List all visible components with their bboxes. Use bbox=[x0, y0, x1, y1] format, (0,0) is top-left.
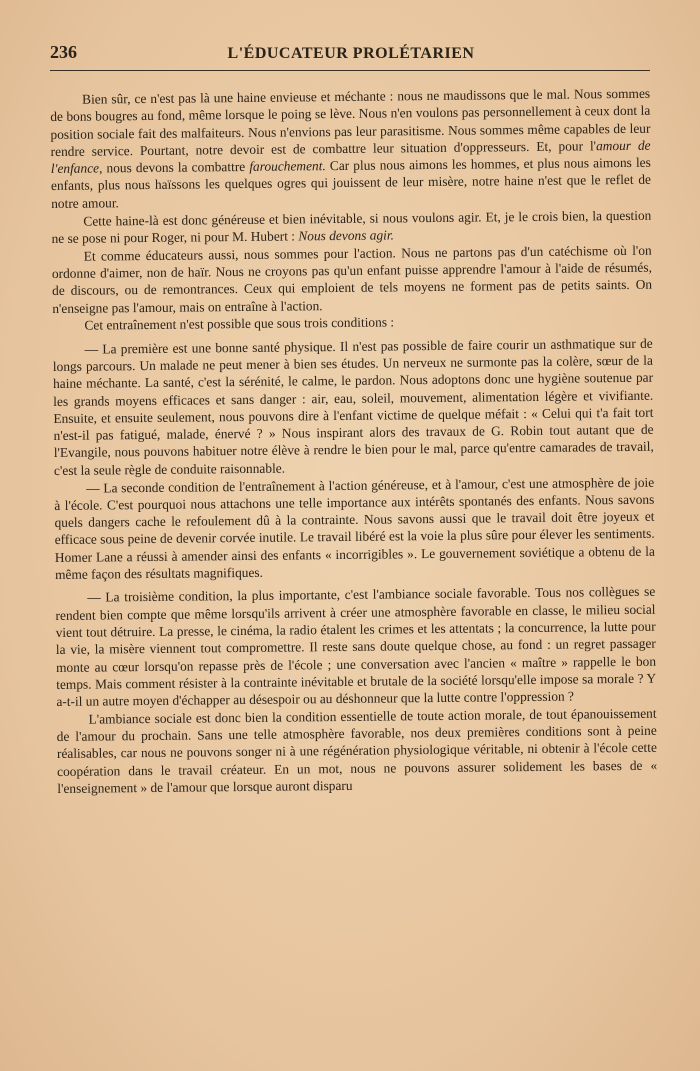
page bbox=[50, 42, 658, 798]
text-segment: — La seconde condition de l'entraînement à l'action généreuse, et à l'amour, c'est une atmosphère de joie à l'école. C'est pourquoi nous attachons une telle importance aux intérêts spontanés des enfants. Nous savons quels dangers cache le refoulement dû à la contrainte. Nous savons aussi que le travail doit être joyeux et efficace sous peine de devenir corvée inutile. Le travail libéré est la voie la plus sûre pour élever les sentiments. Homer Lane a réussi à amender ainsi des enfants « incorrigibles ». Le gouvernement soviétique a obtenu de la même façon des résultats magnifiques. bbox=[54, 474, 655, 582]
text-segment: — La première est une bonne santé physique. Il n'est pas possible de faire courir un asthmatique sur de longs parcours. Un malade ne peut mener à bien ses études. Un nerveux ne surmonte pas la colère, sœur de la haine méchante. La santé, c'est la sérénité, le calme, le pardon. Nous adoptons donc une hygiène soutenue par les grands moyens efficaces et sans danger : air, eau, soleil, mouvement, alimentation légère et vivifiante. Ensuite, et ensuite seulement, nous pouvons dire à l'enfant victime de quelque méfait : « Celui qui t'a fait tort n'est-il pas fatigué, malade, énervé ? » Nous inspirant alors des travaux de G. Robin tout autant que de l'Evangile, nous pouvons habituer notre élève à rendre le bien pour le mal, parce qu'entre camarades de travail, c'est la seule règle de conduite raisonnable. bbox=[52, 335, 654, 478]
paragraph bbox=[54, 473, 655, 583]
paragraph bbox=[51, 206, 651, 247]
text-segment: Et comme éducateurs aussi, nous sommes pour l'action. Nous ne partons pas d'un catéchisme où l'on ordonne d'aimer, non de haïr. Nous ne croyons pas qu'un enfant puisse apprendre l'amour à l'aide de résumés, de discours, ou de remontrances. Ceux qui emploient de tels moyens ne forment pas de petits saints. On n'enseigne pas l'amour, mais on entraîne à l'action. bbox=[51, 242, 653, 316]
text-segment: L'ambiance sociale est donc bien la condition essentielle de toute action morale, de tout épanouissement de l'amour du prochain. Sans une telle atmosphère favorable, nos deux premières conditions sont à peine réalisables, car nous ne pouvons songer ni à une régénération physiologique véritable, ni obtenir à l'école cette coopération dans le travail créateur. En un mot, nous ne pouvons assurer solidement les bases de « l'enseignement » de l'amour que lorsque auront disparu bbox=[56, 705, 658, 797]
page-number: 236 bbox=[50, 42, 77, 62]
italic-text: Nous devons agir. bbox=[298, 227, 394, 244]
text-segment: Cet entraînement n'est possible que sous trois conditions : bbox=[84, 314, 395, 334]
text-segment: Cette haine-là est donc généreuse et bien inévitable, si nous voulons agir. Et, je le crois bien, la question ne se pose ni pour Roger, ni pour M. Hubert : bbox=[51, 207, 652, 246]
text-segment: , nous devons la combattre bbox=[98, 159, 250, 176]
text-segment: Car plus nous aimons les hommes, et plus nous aimons les enfants, plus nous haïssons les quelques ogres qui jouissent de leur misère, notre haine n'est que le reflet de notre amour. bbox=[50, 154, 652, 211]
paragraph bbox=[52, 241, 653, 316]
text-segment: — La troisième condition, la plus importante, c'est l'ambiance sociale favorable. Tous nos collègues se rendent bien compte que même lorsqu'ils arrivent à créer une atmosphère favorable en classe, le milieu social vient tout détruire. La presse, le cinéma, la radio étalent les crimes et les attentats ; la concurrence, la lutte pour la vie, la misère viennent tout compromettre. Il reste sans doute quelque chose, au fond : un regret passager monte au cœur lorsqu'on repasse près de l'école ; une conversation avec l'ancien « maître » rappelle le bon temps. Mais comment résister à la contrainte inévitable et brutale de la société lorsqu'elle impose sa morale ? Y a-t-il un autre moyen d'échapper au désespoir ou au déshonneur que la lutte contre l'oppression ? bbox=[55, 584, 657, 710]
paragraph bbox=[56, 705, 657, 798]
italic-text: farouchement. bbox=[249, 158, 326, 175]
paragraph bbox=[50, 85, 651, 212]
paragraph bbox=[53, 334, 654, 479]
paragraph bbox=[55, 583, 656, 710]
article-body bbox=[50, 85, 657, 798]
text-segment: Bien sûr, ce n'est pas là une haine envieuse et méchante : nous ne maudissons que le mal. Nous sommes de bons bougres au fond, même lorsque le poing se lève. Nous n'en voulons pas personnellement à ceux dont la position sociale fait des malfaiteurs. Nous n'envions pas leur parasitisme. Nous sommes même capables de leur rendre service. Pourtant, notre devoir est de combattre leur situation d'oppresseurs. Et, pour l' bbox=[50, 85, 651, 159]
italic-text: amour de l'enfance bbox=[50, 137, 651, 177]
running-title: L'ÉDUCATEUR PROLÉTARIEN bbox=[227, 45, 475, 62]
running-header bbox=[50, 42, 650, 71]
